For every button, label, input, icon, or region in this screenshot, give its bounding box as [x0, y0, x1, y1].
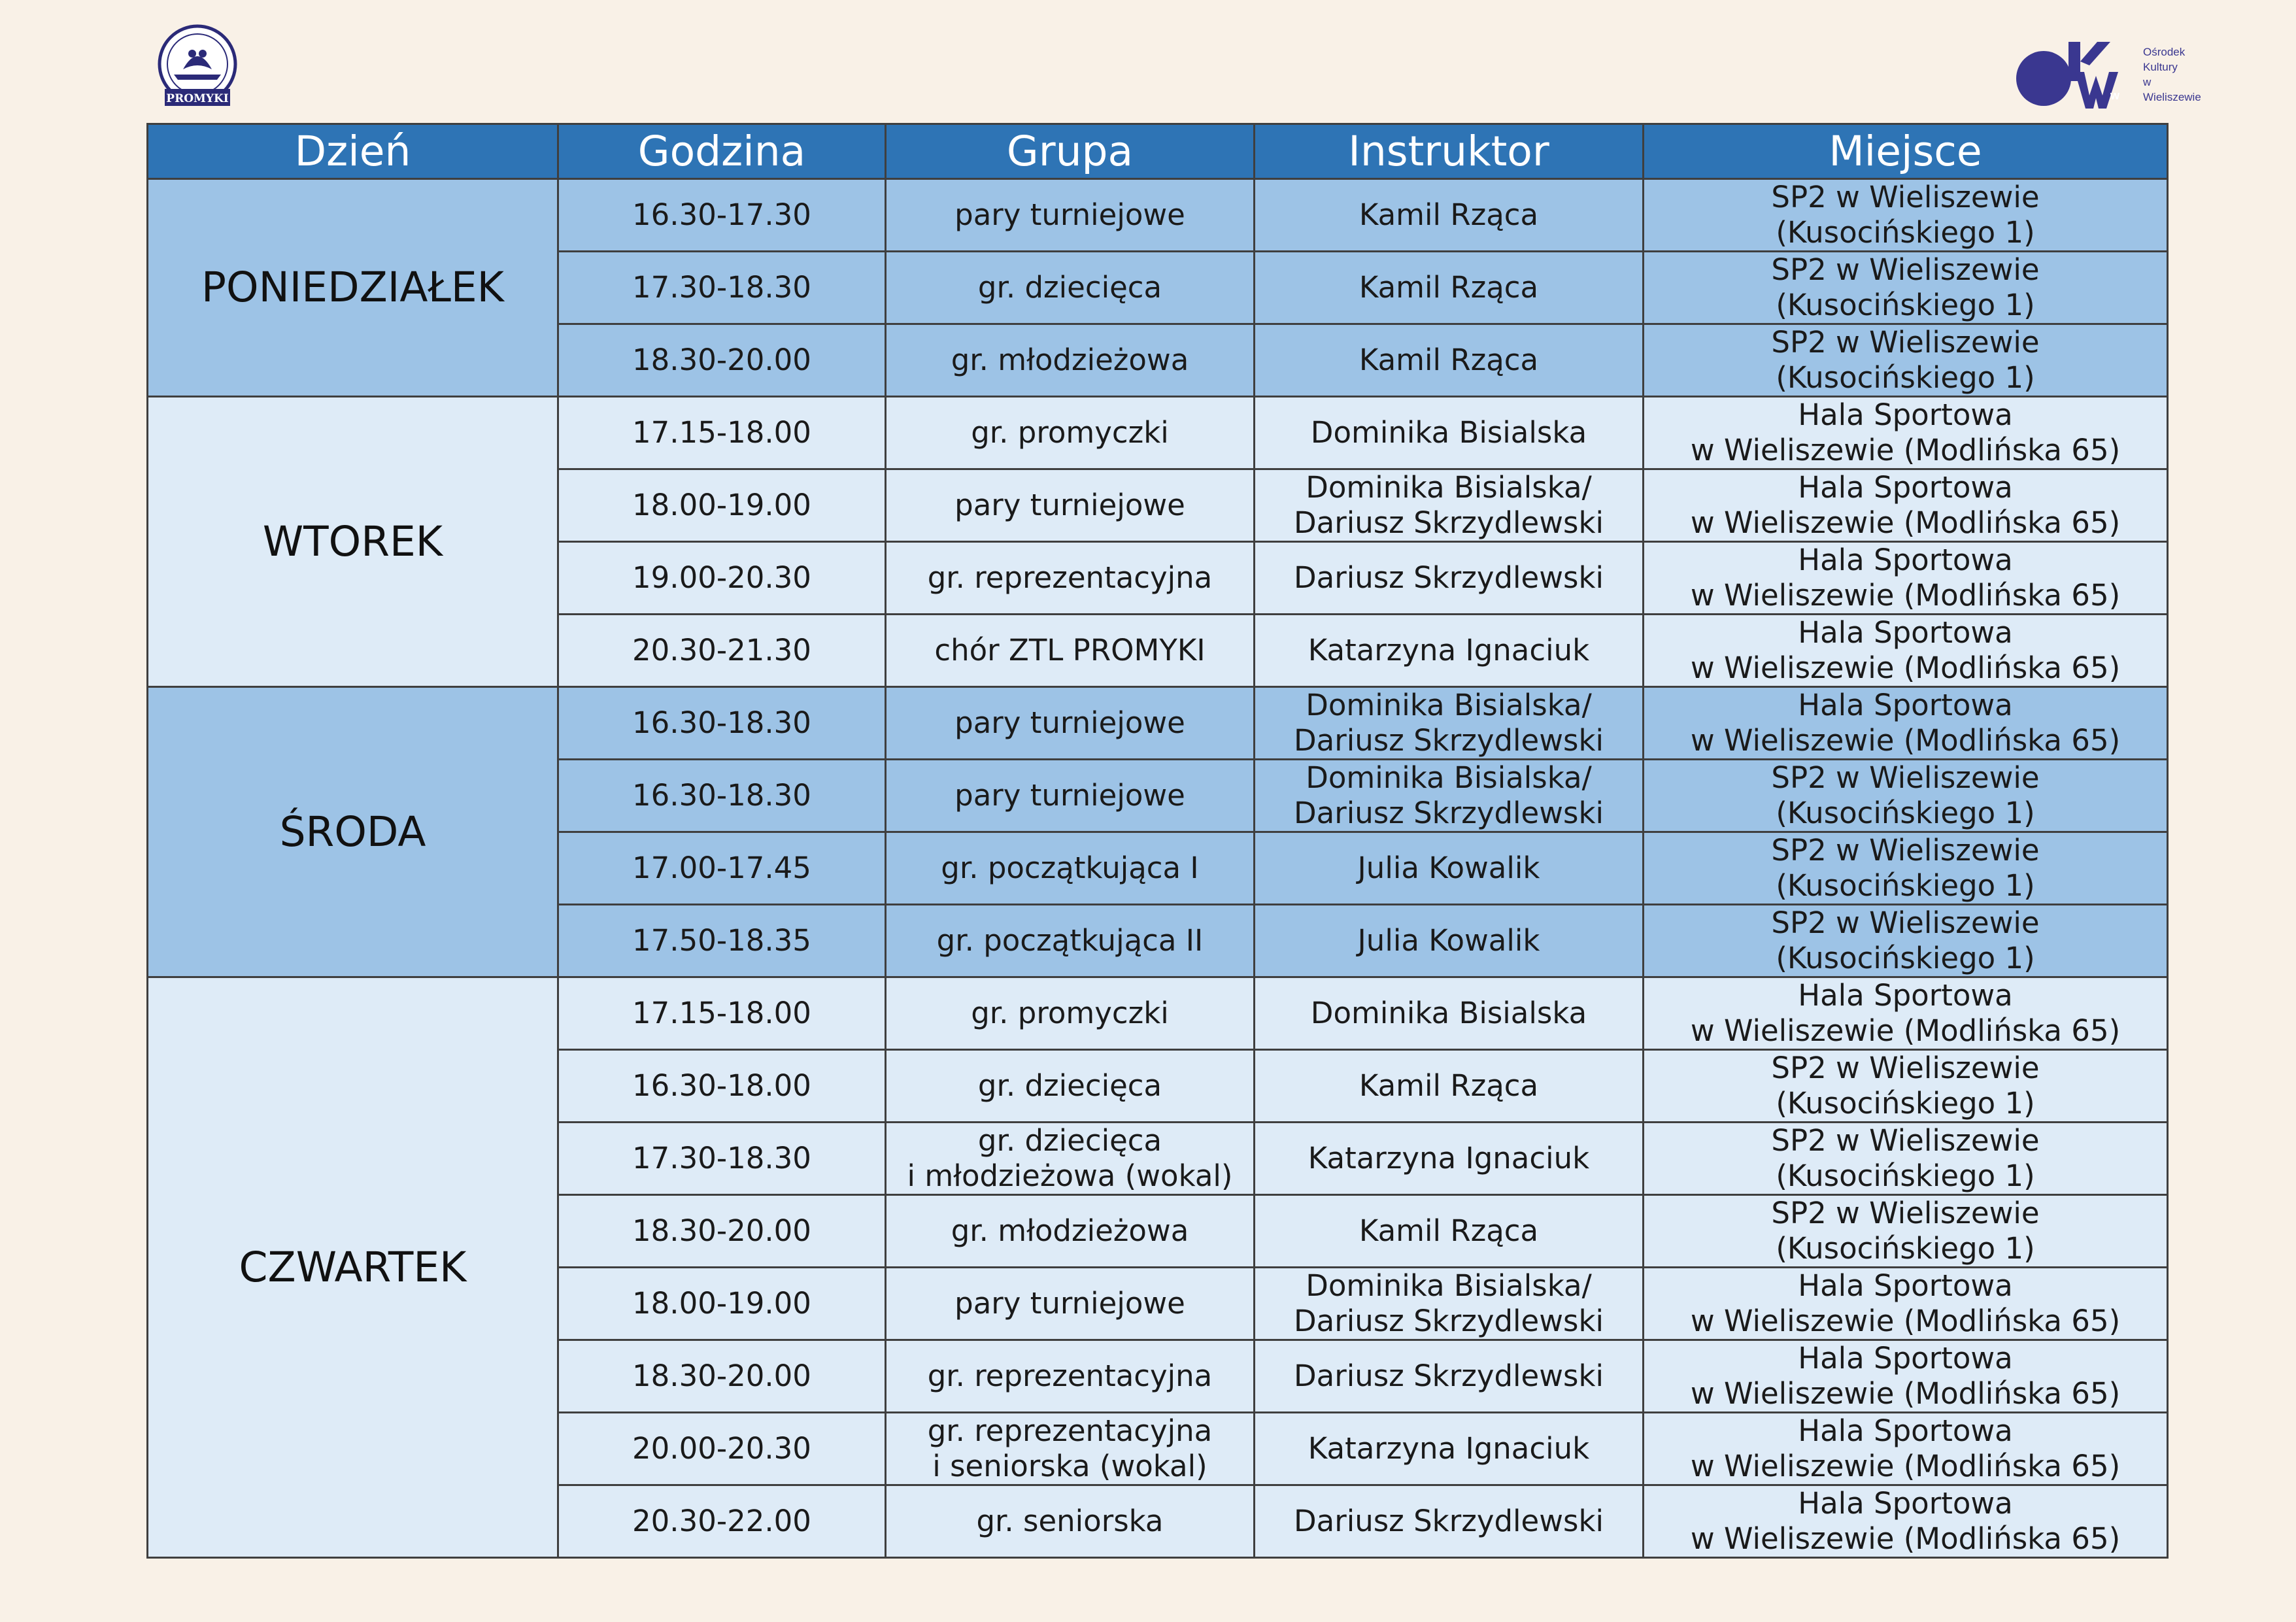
place-cell-text: SP2 w Wieliszewie (Kusocińskiego 1) — [1771, 905, 2040, 975]
group-cell — [886, 615, 1255, 687]
place-cell-text: Hala Sportowa w Wieliszewie (Modlińska 65) — [1690, 1486, 2121, 1556]
group-cell-text: gr. promyczki — [971, 415, 1169, 450]
group-cell-text: pary turniejowe — [954, 197, 1185, 232]
group-cell-text: gr. reprezentacyjna i seniorska (wokal) — [927, 1413, 1213, 1483]
time-cell-text: 18.00-19.00 — [632, 488, 811, 522]
day-cell: CZWARTEK — [148, 977, 558, 1558]
group-cell-text: gr. promyczki — [971, 996, 1169, 1030]
column-header-instructor: Instruktor — [1255, 124, 1644, 179]
group-cell — [886, 324, 1255, 397]
okw-mark-icon — [2012, 35, 2140, 114]
instructor-cell — [1255, 977, 1644, 1050]
place-cell-text: SP2 w Wieliszewie (Kusocińskiego 1) — [1771, 180, 2040, 250]
instructor-cell — [1255, 760, 1644, 832]
time-cell — [558, 1340, 886, 1413]
time-cell-text: 16.30-18.30 — [632, 778, 811, 813]
time-cell — [558, 324, 886, 397]
instructor-cell-text: Dariusz Skrzydlewski — [1293, 1359, 1604, 1393]
group-cell — [886, 179, 1255, 252]
time-cell — [558, 832, 886, 905]
place-cell — [1644, 1050, 2168, 1123]
place-cell — [1644, 1413, 2168, 1485]
group-cell-text: gr. reprezentacyjna — [927, 560, 1213, 595]
time-cell-text: 16.30-18.00 — [632, 1068, 811, 1103]
instructor-cell-text: Dominika Bisialska/ Dariusz Skrzydlewski — [1293, 688, 1604, 758]
column-header-place: Miejsce — [1644, 124, 2168, 179]
place-cell-text: SP2 w Wieliszewie (Kusocińskiego 1) — [1771, 1123, 2040, 1193]
time-cell — [558, 905, 886, 977]
instructor-cell-text: Katarzyna Ignaciuk — [1308, 1141, 1590, 1175]
time-cell — [558, 1268, 886, 1340]
time-cell-text: 16.30-18.30 — [632, 705, 811, 740]
schedule-table — [146, 123, 2169, 1559]
place-cell-text: SP2 w Wieliszewie (Kusocińskiego 1) — [1771, 760, 2040, 830]
time-cell — [558, 1050, 886, 1123]
place-cell — [1644, 832, 2168, 905]
group-cell-text: pary turniejowe — [954, 705, 1185, 740]
instructor-cell — [1255, 397, 1644, 469]
group-cell — [886, 1050, 1255, 1123]
group-cell-text: gr. dziecięca — [977, 1068, 1162, 1103]
place-cell — [1644, 760, 2168, 832]
place-cell-text: SP2 w Wieliszewie (Kusocińskiego 1) — [1771, 1051, 2040, 1121]
place-cell-text: SP2 w Wieliszewie (Kusocińskiego 1) — [1771, 325, 2040, 395]
instructor-cell-text: Dominika Bisialska — [1310, 415, 1587, 450]
place-cell — [1644, 687, 2168, 760]
place-cell-text: SP2 w Wieliszewie (Kusocińskiego 1) — [1771, 252, 2040, 322]
time-cell — [558, 615, 886, 687]
instructor-cell-text: Kamil Rząca — [1359, 1213, 1539, 1248]
time-cell — [558, 179, 886, 252]
time-cell — [558, 760, 886, 832]
instructor-cell-text: Katarzyna Ignaciuk — [1308, 633, 1590, 667]
group-cell — [886, 760, 1255, 832]
instructor-cell — [1255, 615, 1644, 687]
place-cell-text: SP2 w Wieliszewie (Kusocińskiego 1) — [1771, 1196, 2040, 1266]
time-cell-text: 17.50-18.35 — [632, 923, 811, 958]
place-cell — [1644, 542, 2168, 615]
group-cell — [886, 252, 1255, 324]
group-cell — [886, 687, 1255, 760]
okw-caption-line: w Wieliszewie — [2143, 76, 2201, 103]
place-cell-text: Hala Sportowa w Wieliszewie (Modlińska 65) — [1690, 978, 2121, 1048]
place-cell-text: Hala Sportowa w Wieliszewie (Modlińska 65) — [1690, 688, 2121, 758]
time-cell-text: 19.00-20.30 — [632, 560, 811, 595]
instructor-cell — [1255, 324, 1644, 397]
place-cell — [1644, 397, 2168, 469]
instructor-cell — [1255, 832, 1644, 905]
time-cell-text: 17.15-18.00 — [632, 996, 811, 1030]
place-cell — [1644, 1123, 2168, 1195]
group-cell-text: pary turniejowe — [954, 778, 1185, 813]
group-cell — [886, 1195, 1255, 1268]
place-cell-text: Hala Sportowa w Wieliszewie (Modlińska 65) — [1690, 1413, 2121, 1483]
time-cell-text: 20.30-21.30 — [632, 633, 811, 667]
group-cell-text: chór ZTL PROMYKI — [934, 633, 1206, 667]
promyki-emblem-icon — [154, 24, 241, 110]
column-header-time: Godzina — [558, 124, 886, 179]
time-cell-text: 16.30-17.30 — [632, 197, 811, 232]
group-cell-text: gr. dziecięca i młodzieżowa (wokal) — [907, 1123, 1233, 1193]
time-cell-text: 17.15-18.00 — [632, 415, 811, 450]
instructor-cell — [1255, 1123, 1644, 1195]
instructor-cell — [1255, 542, 1644, 615]
promyki-logo-text: PROMYKI — [166, 92, 229, 105]
place-cell-text: Hala Sportowa w Wieliszewie (Modlińska 65) — [1690, 397, 2121, 467]
column-header-group: Grupa — [886, 124, 1255, 179]
okw-logo-caption — [2143, 44, 2208, 105]
time-cell — [558, 542, 886, 615]
time-cell-text: 18.00-19.00 — [632, 1286, 811, 1321]
instructor-cell — [1255, 1413, 1644, 1485]
place-cell — [1644, 324, 2168, 397]
group-cell-text: gr. młodzieżowa — [951, 1213, 1189, 1248]
day-cell: PONIEDZIAŁEK — [148, 179, 558, 397]
instructor-cell-text: Dariusz Skrzydlewski — [1293, 560, 1604, 595]
okw-caption-line: Ośrodek — [2143, 46, 2186, 58]
instructor-cell — [1255, 905, 1644, 977]
instructor-cell-text: Dominika Bisialska/ Dariusz Skrzydlewski — [1293, 470, 1604, 540]
group-cell-text: gr. reprezentacyjna — [927, 1359, 1213, 1393]
time-cell-text: 20.30-22.00 — [632, 1504, 811, 1538]
time-cell-text: 17.00-17.45 — [632, 851, 811, 885]
instructor-cell-text: Kamil Rząca — [1359, 270, 1539, 305]
instructor-cell-text: Julia Kowalik — [1357, 851, 1540, 885]
time-cell-text: 17.30-18.30 — [632, 270, 811, 305]
instructor-cell — [1255, 1340, 1644, 1413]
promyki-logo — [154, 24, 241, 110]
instructor-cell — [1255, 469, 1644, 542]
place-cell — [1644, 469, 2168, 542]
group-cell — [886, 1268, 1255, 1340]
schedule-body — [148, 179, 2168, 1558]
time-cell-text: 18.30-20.00 — [632, 1359, 811, 1393]
place-cell-text: Hala Sportowa w Wieliszewie (Modlińska 65) — [1690, 1268, 2121, 1338]
group-cell-text: gr. seniorska — [976, 1504, 1164, 1538]
instructor-cell-text: Kamil Rząca — [1359, 343, 1539, 377]
time-cell — [558, 977, 886, 1050]
place-cell — [1644, 1485, 2168, 1558]
instructor-cell — [1255, 1050, 1644, 1123]
place-cell — [1644, 905, 2168, 977]
group-cell — [886, 905, 1255, 977]
instructor-cell-text: Dominika Bisialska — [1310, 996, 1587, 1030]
instructor-cell — [1255, 1195, 1644, 1268]
group-cell — [886, 469, 1255, 542]
instructor-cell-text: Dariusz Skrzydlewski — [1293, 1504, 1604, 1538]
group-cell — [886, 1340, 1255, 1413]
group-cell-text: gr. młodzieżowa — [951, 343, 1189, 377]
time-cell — [558, 1413, 886, 1485]
place-cell — [1644, 615, 2168, 687]
svg-text:w: w — [2110, 89, 2120, 102]
instructor-cell-text: Dominika Bisialska/ Dariusz Skrzydlewski — [1293, 1268, 1604, 1338]
place-cell — [1644, 1268, 2168, 1340]
group-cell — [886, 397, 1255, 469]
day-cell: ŚRODA — [148, 687, 558, 977]
instructor-cell — [1255, 1485, 1644, 1558]
time-cell-text: 18.30-20.00 — [632, 1213, 811, 1248]
place-cell — [1644, 1340, 2168, 1413]
instructor-cell-text: Kamil Rząca — [1359, 197, 1539, 232]
group-cell — [886, 977, 1255, 1050]
group-cell — [886, 1413, 1255, 1485]
group-cell-text: pary turniejowe — [954, 488, 1185, 522]
group-cell-text: gr. początkująca II — [936, 923, 1204, 958]
instructor-cell-text: Dominika Bisialska/ Dariusz Skrzydlewski — [1293, 760, 1604, 830]
time-cell — [558, 469, 886, 542]
instructor-cell — [1255, 179, 1644, 252]
instructor-cell-text: Kamil Rząca — [1359, 1068, 1539, 1103]
time-cell — [558, 252, 886, 324]
okw-logo — [2012, 35, 2208, 114]
table-header-row — [148, 124, 2168, 179]
place-cell-text: Hala Sportowa w Wieliszewie (Modlińska 65) — [1690, 1341, 2121, 1411]
time-cell — [558, 687, 886, 760]
instructor-cell — [1255, 1268, 1644, 1340]
place-cell-text: Hala Sportowa w Wieliszewie (Modlińska 65) — [1690, 543, 2121, 613]
group-cell-text: gr. początkująca I — [941, 851, 1199, 885]
time-cell — [558, 1123, 886, 1195]
group-cell-text: pary turniejowe — [954, 1286, 1185, 1321]
day-cell: WTOREK — [148, 397, 558, 687]
place-cell-text: SP2 w Wieliszewie (Kusocińskiego 1) — [1771, 833, 2040, 903]
table-row — [148, 977, 2168, 1050]
place-cell — [1644, 977, 2168, 1050]
instructor-cell — [1255, 252, 1644, 324]
table-row — [148, 179, 2168, 252]
group-cell — [886, 1123, 1255, 1195]
time-cell — [558, 1485, 886, 1558]
place-cell-text: Hala Sportowa w Wieliszewie (Modlińska 65) — [1690, 470, 2121, 540]
group-cell — [886, 542, 1255, 615]
okw-caption-line: Kultury — [2143, 61, 2178, 73]
table-row — [148, 687, 2168, 760]
column-header-day: Dzień — [148, 124, 558, 179]
instructor-cell — [1255, 687, 1644, 760]
time-cell-text: 17.30-18.30 — [632, 1141, 811, 1175]
place-cell — [1644, 179, 2168, 252]
group-cell — [886, 832, 1255, 905]
place-cell — [1644, 1195, 2168, 1268]
group-cell — [886, 1485, 1255, 1558]
instructor-cell-text: Julia Kowalik — [1357, 923, 1540, 958]
instructor-cell-text: Katarzyna Ignaciuk — [1308, 1431, 1590, 1466]
place-cell-text: Hala Sportowa w Wieliszewie (Modlińska 65) — [1690, 615, 2121, 685]
time-cell — [558, 1195, 886, 1268]
time-cell-text: 20.00-20.30 — [632, 1431, 811, 1466]
time-cell — [558, 397, 886, 469]
place-cell — [1644, 252, 2168, 324]
group-cell-text: gr. dziecięca — [977, 270, 1162, 305]
time-cell-text: 18.30-20.00 — [632, 343, 811, 377]
table-row — [148, 397, 2168, 469]
